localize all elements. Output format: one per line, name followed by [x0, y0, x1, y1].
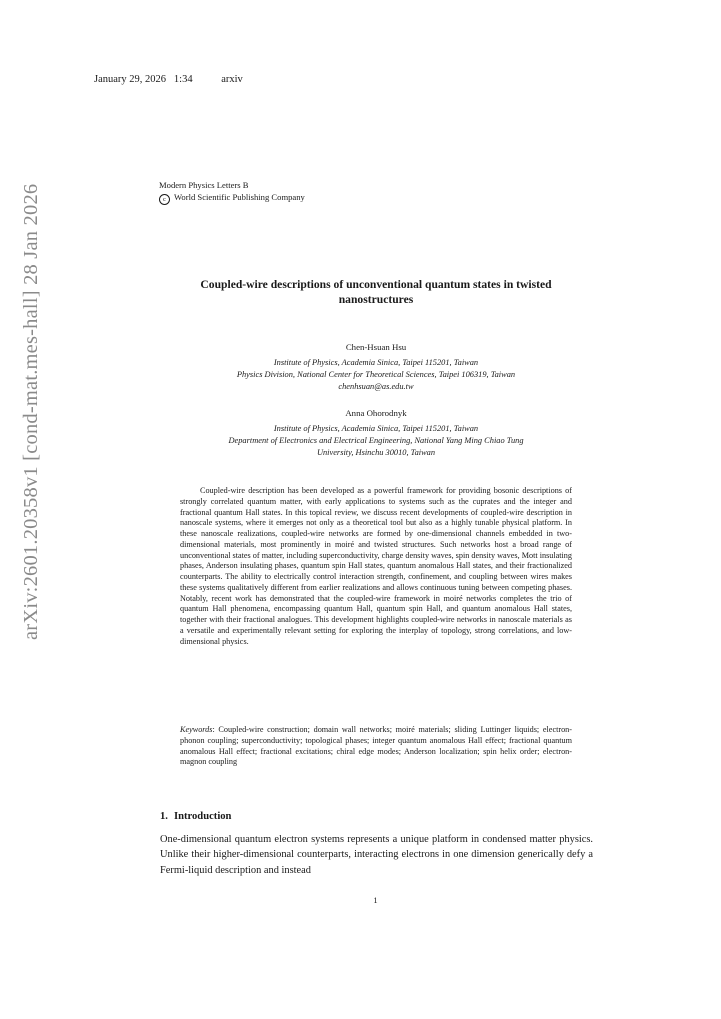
author-affiliation: Physics Division, National Center for Theoretical Sciences, Taipei 106319, Taiwan	[236, 370, 516, 379]
paper-title-line-1: Coupled-wire descriptions of unconventional quantum states in twisted	[200, 278, 552, 291]
intro-paragraph: One-dimensional quantum electron systems represents a unique platform in condensed matter physics. Unlike their higher-dimensional counterparts, interacting electrons in one dimension generically defy a Fermi-liquid description and instead	[160, 834, 593, 876]
keywords-label: Keywords	[180, 725, 213, 734]
running-header	[94, 74, 243, 85]
arxiv-side-identifier: arXiv:2601.20358v1 [cond-mat.mes-hall] 28 Jan 2026	[20, 183, 42, 640]
section-number: 1.	[160, 811, 168, 822]
author-affiliation: Institute of Physics, Academia Sinica, Taipei 115201, Taiwan	[273, 424, 479, 433]
header-time: 1:34	[173, 74, 193, 85]
paper-title-line-2: nanostructures	[338, 293, 414, 306]
journal-publisher: World Scientific Publishing Company	[174, 192, 305, 202]
author-affiliation: Institute of Physics, Academia Sinica, Taipei 115201, Taiwan	[273, 358, 479, 367]
keywords-text: : Coupled-wire construction; domain wall networks; moiré materials; sliding Luttinger liquids; electron-phonon coupling; superconductivity; topological phases; integer quantum anomalous Hall effect; fractional quantum anomalous Hall effect; fractional excitations; chiral edge modes; Anderson localization; spin helix order; electron-magnon coupling	[180, 725, 572, 767]
author-block-1	[150, 341, 602, 393]
page-number: 1	[373, 895, 378, 905]
author-name: Chen-Hsuan Hsu	[345, 342, 407, 352]
author-affiliation: University, Hsinchu 30010, Taiwan	[316, 448, 436, 457]
copyright-icon: c	[159, 194, 170, 205]
paper-title	[150, 277, 602, 307]
author-name: Anna Ohorodnyk	[345, 408, 407, 418]
section-title: Introduction	[173, 811, 232, 822]
header-date: January 29, 2026	[94, 74, 167, 85]
author-email: chenhsuan@as.edu.tw	[338, 382, 414, 391]
author-affiliation: Department of Electronics and Electrical Engineering, National Yang Ming Chiao Tung	[228, 436, 524, 445]
keywords	[180, 725, 572, 768]
author-block-2	[150, 407, 602, 459]
section-heading	[160, 811, 231, 822]
header-file: arxiv	[221, 74, 243, 85]
journal-name: Modern Physics Letters B	[159, 180, 249, 190]
journal-publisher-line	[159, 191, 305, 205]
abstract: Coupled-wire description has been developed as a powerful framework for providing bosonic descriptions of strongly correlated quantum matter, with early applications to systems such as the cuprates and the integer and fractional quantum Hall states. In this topical review, we discuss recent developments of coupled-wire description in nanoscale systems, where it emerges not only as a theoretical tool but also as a highly tunable physical platform. In these nanoscale realizations, coupled-wire networks are formed by one-dimensional channels embedded in two-dimensional materials, most prominently in moiré and twisted structures. Such networks host a broad range of unconventional states of matter, including superconductivity, charge density waves, spin density waves, Mott insulating phases, Anderson insulating phases, quantum spin Hall states, quantum anomalous Hall states, and their fractionalized counterparts. The ability to electrically control interaction strength, confinement, and coupling between wires makes these systems qualitatively different from earlier realizations and allows continuous tuning between competing phases. Notably, recent work has demonstrated that the coupled-wire framework in moiré networks completes the trio of quantum Hall phenomena, encompassing quantum Hall, quantum spin Hall, and quantum anomalous Hall states, together with their fractional analogues. This development highlights coupled-wire networks in nanoscale materials as a versatile and experimentally relevant setting for exploring the interplay of topology, strong correlations, and low-dimensional physics.	[180, 486, 572, 646]
journal-info	[159, 179, 305, 205]
